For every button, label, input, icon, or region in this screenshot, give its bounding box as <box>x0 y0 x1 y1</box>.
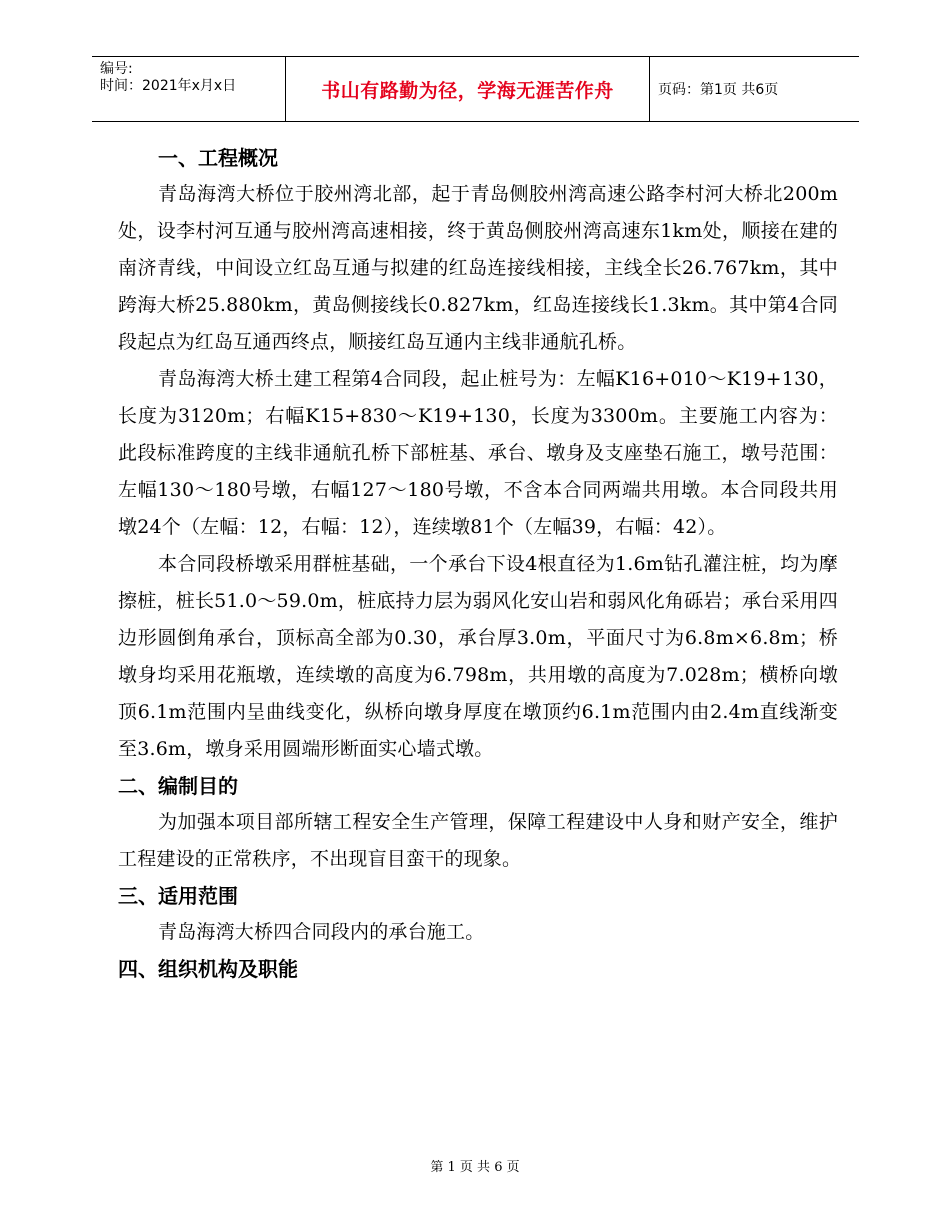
page-footer: 第 1 页 共 6 页 <box>430 1160 520 1175</box>
page-header <box>92 56 859 122</box>
document-number-label: 编号: <box>100 61 133 77</box>
section-heading-scope: 三、适用范围 <box>118 884 238 908</box>
header-meta <box>92 57 286 121</box>
paragraph: 青岛海湾大桥土建工程第4合同段，起止桩号为：左幅K16+010～K19+130，长度为3120m；右幅K15+830～K19+130，长度为3300m。主要施工内容为：此段标准跨度的主线非通航孔桥下部桩基、承台、墩身及支座垫石施工，墩号范围：左幅130～180号墩，右幅127～180号墩，不含本合同两端共用墩。本合同段共用墩24个（左幅：12，右幅：12），连续墩81个（左幅39，右幅：42）。 <box>118 368 838 538</box>
header-motto: 书山有路勤为径，学海无涯苦作舟 <box>286 57 650 121</box>
document-time-label: 时间：2021年x月x日 <box>100 78 237 94</box>
paragraph: 青岛海湾大桥位于胶州湾北部，起于青岛侧胶州湾高速公路李村河大桥北200m处，设李村河互通与胶州湾高速相接，终于黄岛侧胶州湾高速东1km处，顺接在建的南济青线，中间设立红岛互通与拟建的红岛连接线相接，主线全长26.767km，其中跨海大桥25.880km，黄岛侧接线长0.827km，红岛连接线长1.3km。其中第4合同段起点为红岛互通西终点，顺接红岛互通内主线非通航孔桥。 <box>118 183 838 353</box>
paragraph: 本合同段桥墩采用群桩基础，一个承台下设4根直径为1.6m钻孔灌注桩，均为摩擦桩，桩长51.0～59.0m，桩底持力层为弱风化安山岩和弱风化角砾岩；承台采用四边形圆倒角承台，顶标高全部为0.30，承台厚3.0m，平面尺寸为6.8m×6.8m；桥墩身均采用花瓶墩，连续墩的高度为6.798m，共用墩的高度为7.028m；横桥向墩顶6.1m范围内呈曲线变化，纵桥向墩身厚度在墩顶约6.1m范围内由2.4m直线渐变至3.6m，墩身采用圆端形断面实心墙式墩。 <box>118 553 838 760</box>
section-heading-purpose: 二、编制目的 <box>118 774 238 798</box>
paragraph: 为加强本项目部所辖工程安全生产管理，保障工程建设中人身和财产安全，维护工程建设的正常秩序，不出现盲目蛮干的现象。 <box>118 811 838 870</box>
header-page-info: 页码：第1页 共6页 <box>658 82 779 98</box>
document-body <box>118 140 838 987</box>
section-heading-overview: 一、工程概况 <box>158 146 278 170</box>
section-heading-organization: 四、组织机构及职能 <box>118 957 298 981</box>
paragraph: 青岛海湾大桥四合同段内的承台施工。 <box>158 921 485 943</box>
